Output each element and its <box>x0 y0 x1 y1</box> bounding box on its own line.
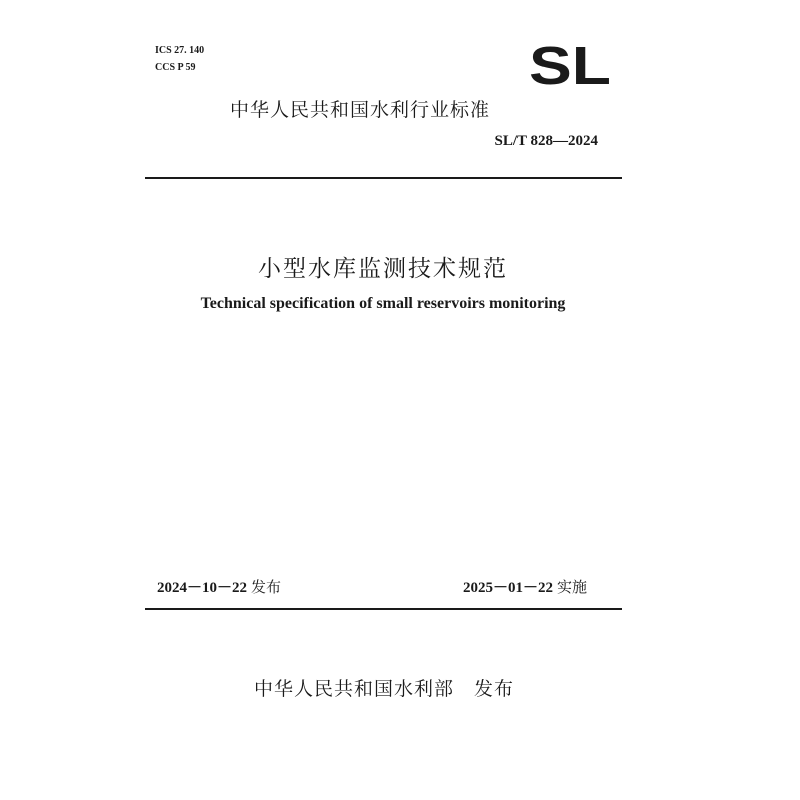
implementation-date: 2025－01－22 <box>463 580 554 596</box>
title-english: Technical specification of small reservoirs monitoring <box>200 295 566 312</box>
publisher: 中华人民共和国水利部 发布 <box>253 678 514 700</box>
ccs-code: CCS P 59 <box>155 62 196 73</box>
sl-logo-mark <box>528 40 612 88</box>
title-chinese: 小型水库监测技术规范 <box>258 256 508 282</box>
sl-logo <box>528 40 612 88</box>
issue-label: 发布 <box>251 578 282 596</box>
issue-date-line <box>157 576 281 597</box>
top-divider <box>145 177 622 179</box>
issue-date: 2024－10－22 <box>157 580 248 596</box>
classification-codes <box>155 42 204 76</box>
implementation-label: 实施 <box>557 578 588 596</box>
standard-number: SL/T 828—2024 <box>494 133 598 149</box>
implementation-date-line <box>463 576 587 597</box>
bottom-divider <box>145 608 622 610</box>
logo-text: SL <box>529 40 611 88</box>
ics-code: ICS 27. 140 <box>155 45 205 56</box>
industry-standard-heading: 中华人民共和国水利行业标准 <box>230 99 491 121</box>
